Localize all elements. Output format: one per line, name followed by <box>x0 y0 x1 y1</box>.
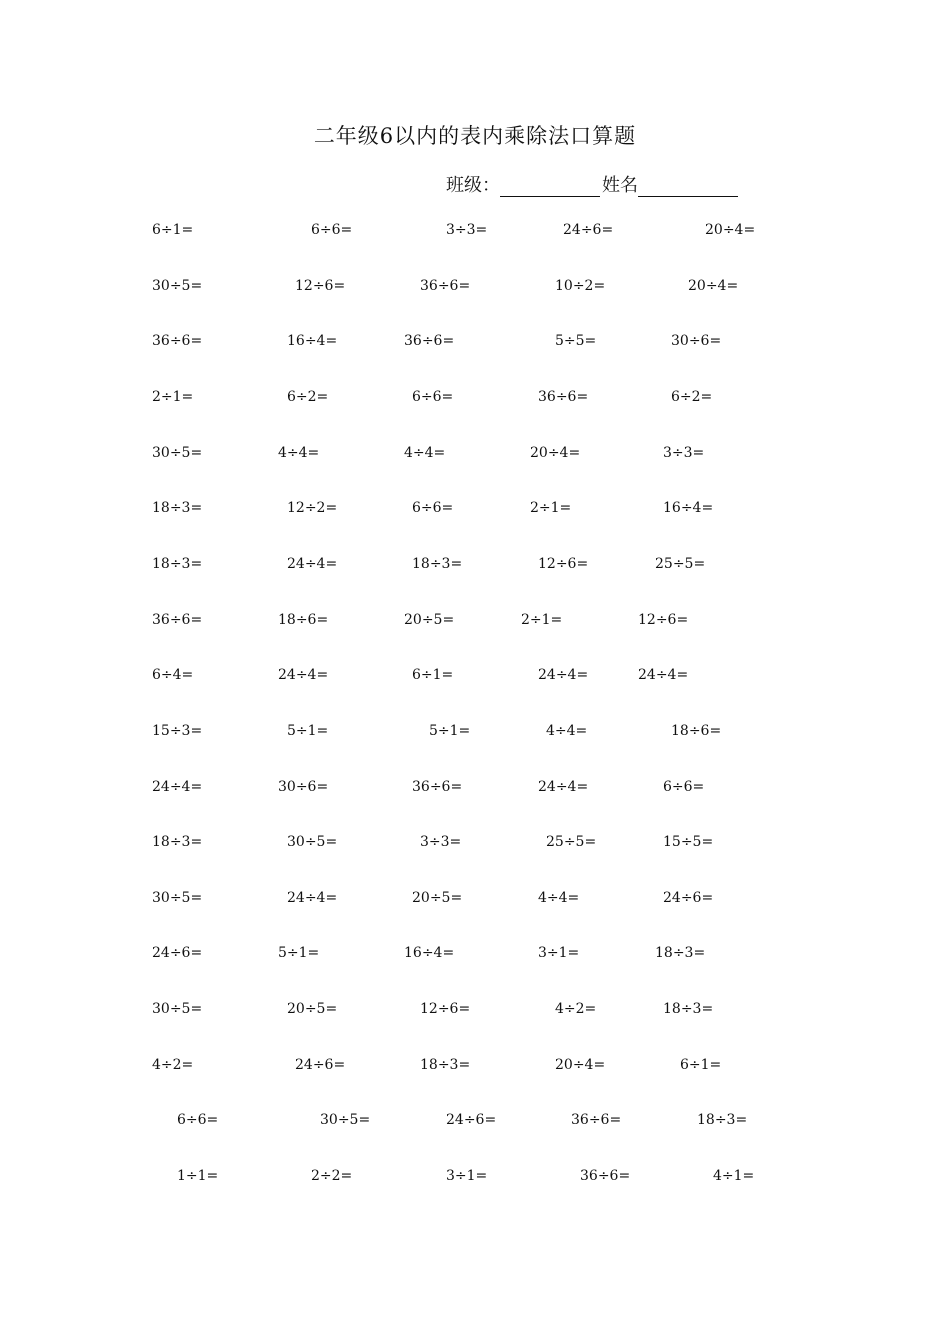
problem-r4-c2: 6÷2= <box>287 388 329 405</box>
problem-r13-c1: 30÷5= <box>152 889 203 906</box>
problem-r9-c2: 24÷4= <box>278 667 329 684</box>
problem-r8-c2: 18÷6= <box>278 611 329 628</box>
problem-r4-c4: 36÷6= <box>538 388 589 405</box>
problem-r2-c5: 20÷4= <box>688 277 739 294</box>
problem-r9-c5: 24÷4= <box>638 667 689 684</box>
problem-r7-c4: 12÷6= <box>538 555 589 572</box>
problem-r5-c3: 4÷4= <box>404 444 446 461</box>
name-blank[interactable] <box>638 174 738 197</box>
problem-r16-c1: 4÷2= <box>152 1056 194 1073</box>
problem-r1-c5: 20÷4= <box>705 222 756 238</box>
problem-r12-c2: 30÷5= <box>287 834 338 851</box>
problem-r4-c5: 6÷2= <box>671 388 713 405</box>
problem-r13-c3: 20÷5= <box>412 889 463 906</box>
problem-r8-c5: 12÷6= <box>638 611 689 628</box>
problem-r3-c5: 30÷6= <box>671 333 722 350</box>
problem-r18-c2: 2÷2= <box>311 1168 353 1185</box>
problem-r16-c5: 6÷1= <box>680 1056 722 1073</box>
student-info <box>446 171 740 197</box>
problem-r4-c3: 6÷6= <box>412 388 454 405</box>
problem-r1-c3: 3÷3= <box>446 222 488 238</box>
problem-r3-c2: 16÷4= <box>287 333 338 350</box>
problem-r7-c1: 18÷3= <box>152 555 203 572</box>
problem-r12-c5: 15÷5= <box>663 834 714 851</box>
problem-r5-c1: 30÷5= <box>152 444 203 461</box>
problem-r1-c1: 6÷1= <box>152 222 194 238</box>
problem-r6-c4: 2÷1= <box>530 500 572 517</box>
problem-r5-c2: 4÷4= <box>278 444 320 461</box>
problem-r14-c3: 16÷4= <box>404 945 455 962</box>
class-label: 班级： <box>446 175 500 196</box>
problem-r9-c1: 6÷4= <box>152 667 194 684</box>
problem-r4-c1: 2÷1= <box>152 388 194 405</box>
problem-r13-c5: 24÷6= <box>663 889 714 906</box>
problem-r5-c4: 20÷4= <box>530 444 581 461</box>
problem-r10-c1: 15÷3= <box>152 722 203 739</box>
problem-r12-c3: 3÷3= <box>420 834 462 851</box>
problem-r6-c2: 12÷2= <box>287 500 338 517</box>
problem-r2-c2: 12÷6= <box>295 277 346 294</box>
problem-r1-c2: 6÷6= <box>311 222 353 238</box>
name-label: 姓名 <box>602 175 638 196</box>
problem-r9-c3: 6÷1= <box>412 667 454 684</box>
problem-r11-c2: 30÷6= <box>278 778 329 795</box>
problem-r10-c3: 5÷1= <box>429 722 471 739</box>
problem-r17-c3: 24÷6= <box>446 1112 497 1129</box>
problem-r17-c1: 6÷6= <box>177 1112 219 1129</box>
problem-r14-c1: 24÷6= <box>152 945 203 962</box>
problem-r3-c3: 36÷6= <box>404 333 455 350</box>
problem-r15-c5: 18÷3= <box>663 1001 714 1018</box>
problem-r7-c2: 24÷4= <box>287 555 338 572</box>
problem-r14-c2: 5÷1= <box>278 945 320 962</box>
problem-r6-c5: 16÷4= <box>663 500 714 517</box>
problem-r11-c4: 24÷4= <box>538 778 589 795</box>
problem-r15-c4: 4÷2= <box>555 1001 597 1018</box>
problem-r10-c2: 5÷1= <box>287 722 329 739</box>
problem-r16-c4: 20÷4= <box>555 1056 606 1073</box>
problem-r5-c5: 3÷3= <box>663 444 705 461</box>
problem-r6-c3: 6÷6= <box>412 500 454 517</box>
problem-r8-c3: 20÷5= <box>404 611 455 628</box>
problem-r6-c1: 18÷3= <box>152 500 203 517</box>
problem-r8-c4: 2÷1= <box>521 611 563 628</box>
problem-r3-c4: 5÷5= <box>555 333 597 350</box>
problem-r7-c3: 18÷3= <box>412 555 463 572</box>
problem-r11-c3: 36÷6= <box>412 778 463 795</box>
problem-r13-c2: 24÷4= <box>287 889 338 906</box>
problem-r3-c1: 36÷6= <box>152 333 203 350</box>
problem-r9-c4: 24÷4= <box>538 667 589 684</box>
problem-r18-c5: 4÷1= <box>713 1168 755 1185</box>
problem-r10-c5: 18÷6= <box>671 722 722 739</box>
problem-r16-c2: 24÷6= <box>295 1056 346 1073</box>
problem-r15-c1: 30÷5= <box>152 1001 203 1018</box>
problem-r2-c1: 30÷5= <box>152 277 203 294</box>
problem-r17-c5: 18÷3= <box>697 1112 748 1129</box>
problem-r17-c2: 30÷5= <box>320 1112 371 1129</box>
problem-r13-c4: 4÷4= <box>538 889 580 906</box>
problem-r8-c1: 36÷6= <box>152 611 203 628</box>
problem-r1-c4: 24÷6= <box>563 222 614 238</box>
problem-r18-c1: 1÷1= <box>177 1168 219 1185</box>
problem-r2-c4: 10÷2= <box>555 277 606 294</box>
problem-r2-c3: 36÷6= <box>420 277 471 294</box>
problem-r7-c5: 25÷5= <box>655 555 706 572</box>
problem-r11-c5: 6÷6= <box>663 778 705 795</box>
problem-r14-c4: 3÷1= <box>538 945 580 962</box>
problem-r15-c3: 12÷6= <box>420 1001 471 1018</box>
class-blank[interactable] <box>500 174 600 197</box>
page-title: 二年级6以内的表内乘除法口算题 <box>313 124 637 148</box>
problem-r18-c3: 3÷1= <box>446 1168 488 1185</box>
problem-r12-c1: 18÷3= <box>152 834 203 851</box>
problem-r17-c4: 36÷6= <box>571 1112 622 1129</box>
problem-r14-c5: 18÷3= <box>655 945 706 962</box>
problem-r16-c3: 18÷3= <box>420 1056 471 1073</box>
problem-r12-c4: 25÷5= <box>546 834 597 851</box>
problem-r10-c4: 4÷4= <box>546 722 588 739</box>
problem-r11-c1: 24÷4= <box>152 778 203 795</box>
problem-r18-c4: 36÷6= <box>580 1168 631 1185</box>
problem-r15-c2: 20÷5= <box>287 1001 338 1018</box>
